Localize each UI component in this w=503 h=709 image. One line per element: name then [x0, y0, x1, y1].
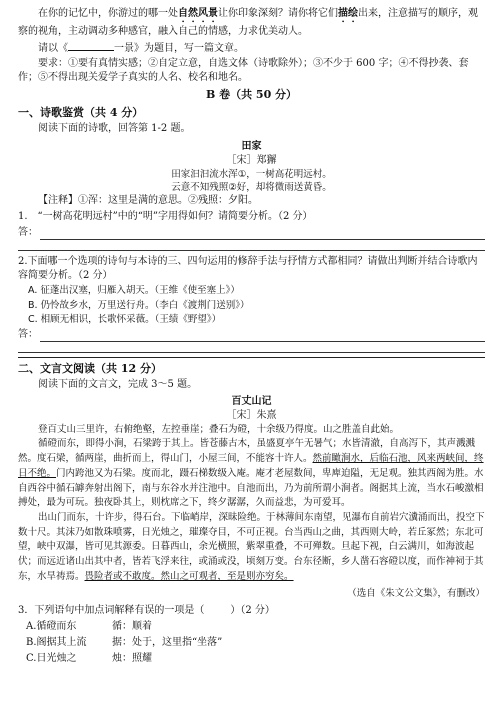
answer-rule: [40, 229, 485, 240]
classical-paragraph-2: [18, 437, 485, 511]
section-divider: [18, 357, 485, 358]
option-left: B.阁据其上流: [26, 637, 87, 649]
question-text: ）（2 分）: [230, 605, 275, 617]
title-instruction-text: 一景》为题目，写一篇文章。: [114, 43, 244, 54]
poem-line: 云意不知残照②好，却将微雨送黄昏。: [171, 182, 332, 194]
q3-option-a[interactable]: [18, 620, 485, 634]
option-right: 烛：照耀: [112, 653, 152, 665]
question-3: [18, 604, 485, 618]
poem-note: 【注释】①浑：这里是满的意思。②残照：夕阳。: [38, 195, 258, 207]
answer-rule-extra: [18, 346, 485, 353]
prompt-text: 让你印象深刻？请你将它们: [218, 8, 338, 19]
paragraph-text: 门内跨池又为石梁。度而北，蹑石梯数级入庵。庵才老屋数间，卑庳迫隘，无足观。独其西阁为胜。水自西谷中循石罅奔射出阁下，南与东谷水并注池中。自池而出，乃为前所谓小涧者。阁据其上流，当水石峻激相搏处，最为可玩。独夜卧其上，则枕席之下，终夕潺潺，久而益悲，为可爱耳。: [18, 467, 484, 509]
q3-option-b[interactable]: [18, 636, 485, 650]
text-source: （选自《朱文公文集》，有删改）: [347, 587, 485, 599]
q3-option-c[interactable]: [18, 652, 485, 666]
classical-text-title: 百丈山记: [231, 395, 272, 407]
classical-paragraph-1: 登百丈山三里许，右俯绝壑，左控垂崖；叠石为磴，十余级乃得度。山之胜盖自此始。: [38, 423, 400, 435]
option-left: A.循磴而东: [26, 621, 77, 633]
emphasis-text: 描绘: [338, 8, 358, 19]
poem-author: ［宋］郑獬: [226, 154, 277, 166]
prompt-text: 出来，注意描写的顺序，观察的视角，主动调动多种感官，融入自己的情感，力求优美动人。: [18, 8, 478, 37]
section-b-heading: B 卷（共 50 分）: [205, 88, 298, 101]
classical-instruction: 阅读下面的文言文，完成 3～5 题。: [38, 378, 198, 390]
title-instruction-text: 请以《: [38, 43, 68, 54]
essay-requirements: 要求：①要有真情实感；②自定立意，自选文体（诗歌除外）；③不少于 600 字；④不得抄袭、套作；⑤不得出现关爱学子真实的人名、校名和地名。: [18, 58, 469, 83]
q2-option-b: B. 仍怜故乡水，万里送行舟。（李白《渡荆门送别》）: [28, 299, 250, 311]
paragraph-text: 循磴而东，即得小涧，石梁跨于其上。皆苍藤古木，虽盛夏亭午无暑气；水皆清澈，自高泻下，其声溅溅然。度石梁，循两崖，曲折而上，得山门，小屋三间，不能容十许人。: [18, 438, 476, 465]
emphasis-text: 自然风景: [178, 8, 218, 19]
answer-rule-extra: [18, 244, 485, 251]
classical-section-title: 二、文言文阅读（共 12 分）: [18, 362, 162, 376]
answer-label: 答：: [18, 227, 38, 239]
prompt-text: 在你的记忆中，你游过的哪一处: [38, 8, 178, 19]
question-text: 3．下列语句中加点词解释有误的一项是（: [18, 605, 205, 617]
answer-line-1[interactable]: [18, 226, 485, 240]
essay-title-instruction: [18, 40, 485, 56]
question-2: 2.下面哪一个选项的诗句与本诗的三、四句运用的修辞手法与抒情方式都相同？请做出判断并结合诗歌内容简要分析。（2 分）: [18, 256, 478, 282]
poetry-section-title: 一、诗歌鉴赏（共 4 分）: [18, 106, 144, 120]
poem-title: 田家: [241, 140, 262, 152]
answer-line-2[interactable]: [18, 328, 485, 342]
q2-option-a: A. 征蓬出汉塞，归雁入胡天。（王维《使至塞上》）: [28, 285, 240, 297]
option-right: 据：处于，这里指“坐落”: [112, 637, 223, 649]
option-right: 循：顺着: [112, 621, 152, 633]
poem-line: 田家汩汩流水浑①，一树高花明远村。: [171, 168, 332, 180]
poetry-instruction: 阅读下面的诗歌，回答第 1-2 题。: [38, 122, 191, 134]
classical-text-author: ［宋］朱熹: [226, 409, 277, 421]
answer-rule: [40, 331, 485, 342]
question-1: 1. “一树高花明远村”中的“明”字用得如何？请简要分析。（2 分）: [18, 211, 313, 223]
classical-paragraph-3: [18, 511, 485, 585]
paragraph-text: 出山门而东，十许步，得石台。下临峭岸，深昧险绝。于林薄间东南望，见瀑布自前岩穴瀵涌而出，投空下数十尺。其沫乃如散珠喷雾，日光烛之，璀璨夺目，不可正视。台当西山之曲，其西则大岭，若丘冢然；东北可望，峡中双瀑，皆可见其源委。日暮西山，余光横照，紫翠重叠，不可殚数。旦起下视，白云满川，如海波起伏；而远近诸山出其中者，皆若飞浮来往，或涌或没，顷刻万变。台东径断，乡人凿石容磴以度，而作神祠于其东，水旱祷焉。: [18, 511, 485, 582]
q2-option-c: C. 相顾无相识，长歌怀采薇。（王绩《野望》）: [28, 313, 222, 325]
underlined-sentence: 然前瞰涧水，后临石池，风来两峡间，终日不绝。: [18, 453, 484, 479]
underlined-sentence: 畏险者或不敢度。然山之可观者，至是则亦穷矣。: [84, 570, 294, 582]
title-blank[interactable]: [68, 40, 114, 51]
essay-prompt-paragraph: [18, 7, 485, 39]
option-left: C.日光烛之: [26, 653, 77, 665]
answer-label: 答：: [18, 329, 38, 341]
